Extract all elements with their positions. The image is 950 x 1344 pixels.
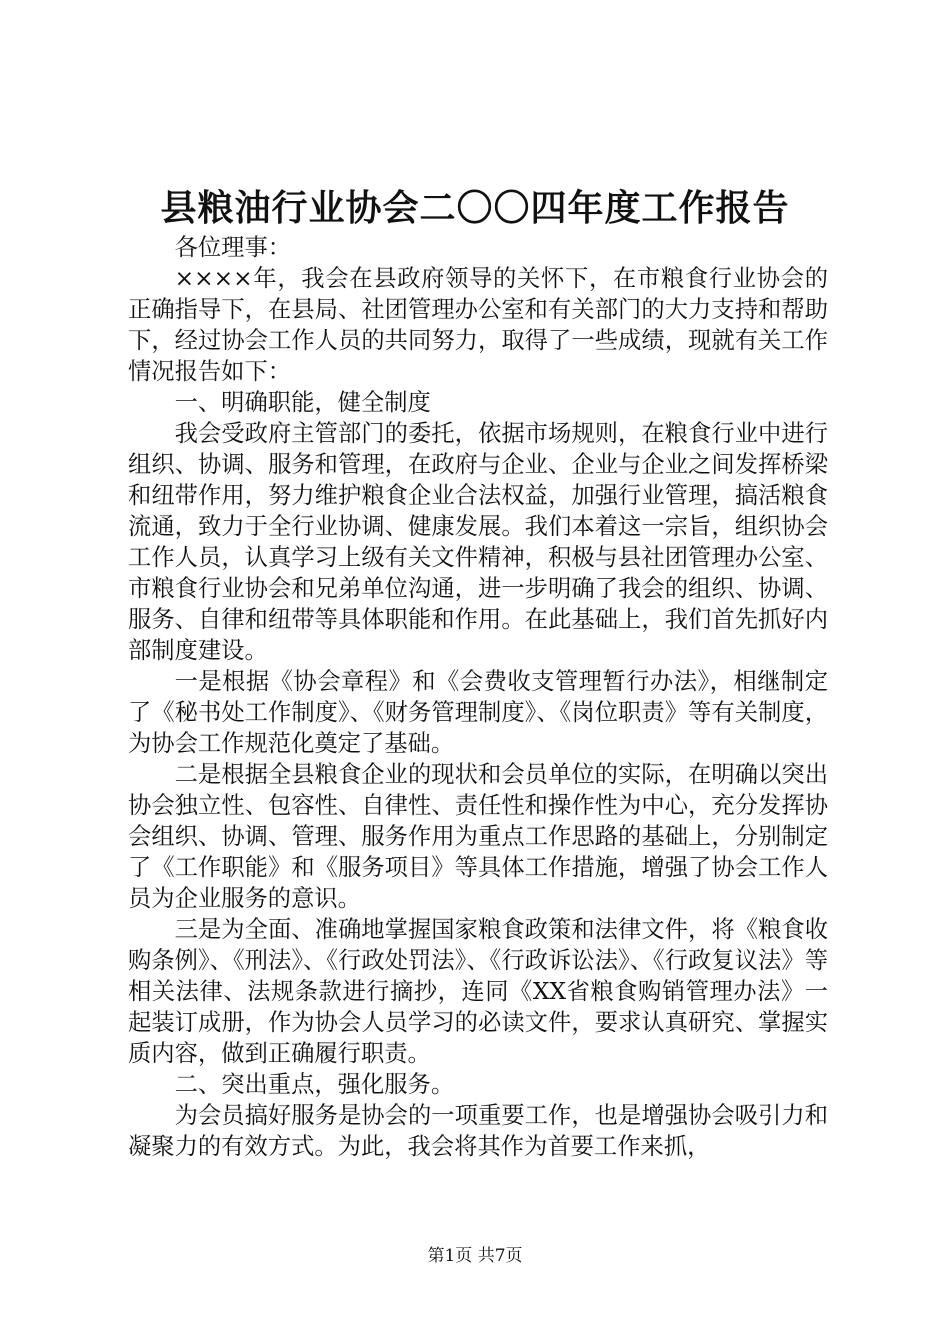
body-paragraph: 三是为全面、准确地掌握国家粮食政策和法律文件，将《粮食收购条例》、《刑法》、《行政处罚法》、《行政诉讼法》、《行政复议法》等相关法律、法规条款进行摘抄，连同《XX省粮食购销管理办法》一起装订成册，作为协会人员学习的必读文件，要求认真研究、掌握实质内容，做到正确履行职责。: [128, 916, 828, 1067]
body-paragraph: 我会受政府主管部门的委托，依据市场规则，在粮食行业中进行组织、协调、服务和管理，在政府与企业、企业与企业之间发挥桥梁和纽带作用，努力维护粮食企业合法权益，加强行业管理，搞活粮食流通，致力于全行业协调、健康发展。我们本着这一宗旨，组织协会工作人员，认真学习上级有关文件精神，积极与县社团管理办公室、市粮食行业协会和兄弟单位沟通，进一步明确了我会的组织、协调、服务、自律和纽带等具体职能和作用。在此基础上，我们首先抓好内部制度建设。: [128, 420, 828, 664]
body-paragraph: 为会员搞好服务是协会的一项重要工作，也是增强协会吸引力和凝聚力的有效方式。为此，我会将其作为首要工作来抓，: [128, 1102, 828, 1160]
section-heading-2: 二、突出重点，强化服务。: [174, 1071, 455, 1098]
body-paragraph: 一是根据《协会章程》和《会费收支管理暂行办法》，相继制定了《秘书处工作制度》、《财务管理制度》、《岗位职责》等有关制度，为协会工作规范化奠定了基础。: [128, 668, 828, 757]
page-number-footer: 第1页 共7页: [427, 1246, 523, 1266]
document-title: 县粮油行业协会二〇〇四年度工作报告: [160, 187, 790, 229]
intro-paragraph: ××××年，我会在县政府领导的关怀下，在市粮食行业协会的正确指导下，在县局、社团管理办公室和有关部门的大力支持和帮助下，经过协会工作人员的共同努力，取得了一些成绩，现就有关工作情况报告如下：: [128, 265, 828, 385]
body-paragraph: 二是根据全县粮食企业的现状和会员单位的实际，在明确以突出协会独立性、包容性、自律性、责任性和操作性为中心，充分发挥协会组织、协调、管理、服务作用为重点工作思路的基础上，分别制定了《工作职能》和《服务项目》等具体工作措施，增强了协会工作人员为企业服务的意识。: [128, 761, 828, 912]
salutation-paragraph: 各位理事：: [174, 234, 292, 261]
section-heading-1: 一、明确职能，健全制度: [174, 389, 431, 416]
document-body: [128, 232, 828, 1162]
